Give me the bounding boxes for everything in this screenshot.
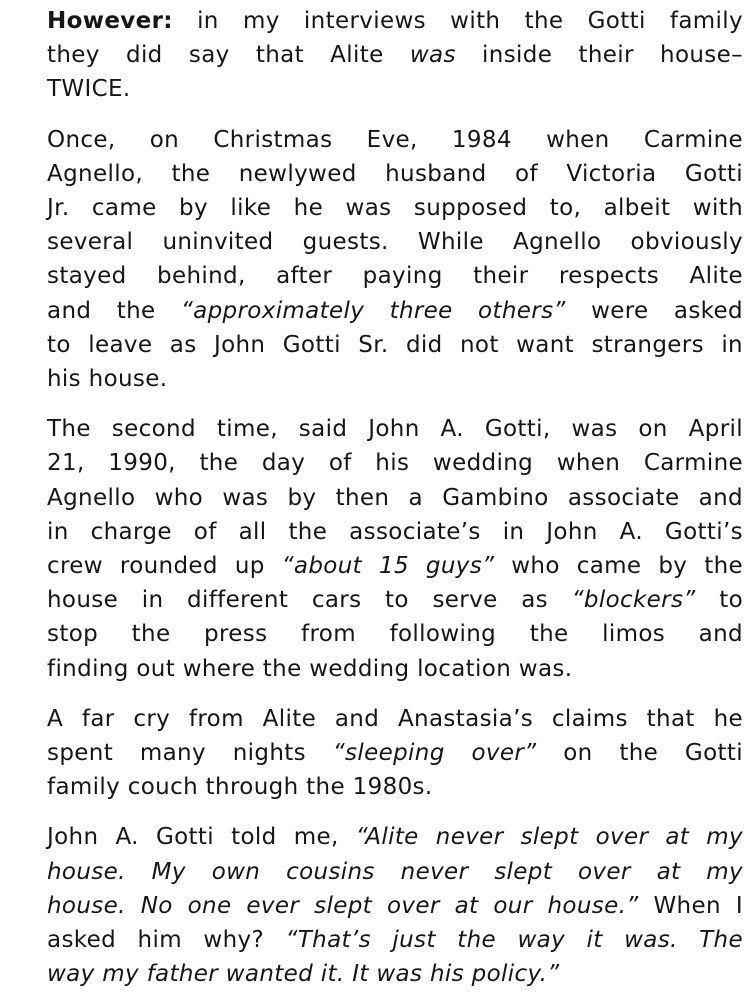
text-line bbox=[47, 328, 743, 362]
text-line bbox=[47, 957, 743, 991]
text-line bbox=[47, 515, 743, 549]
text-line bbox=[47, 412, 743, 446]
paragraph bbox=[47, 820, 743, 991]
text-segment: The second time, said John A. Gotti, was on April bbox=[47, 416, 743, 443]
text-line bbox=[47, 652, 743, 686]
text-segment: finding out where the wedding location was. bbox=[47, 655, 573, 682]
text-segment: and the bbox=[47, 297, 181, 324]
text-segment: to leave as John Gotti Sr. did not want strangers in bbox=[47, 331, 743, 358]
text-segment: asked him why? bbox=[47, 927, 286, 954]
text-line bbox=[47, 225, 743, 259]
text-segment: TWICE. bbox=[47, 76, 131, 103]
text-line bbox=[47, 294, 743, 328]
document-page bbox=[47, 4, 743, 1007]
paragraph bbox=[47, 123, 743, 397]
text-segment: in charge of all the associate’s in John A. Gotti’s bbox=[47, 518, 743, 545]
italic-text: “That’s just the way it was. The bbox=[285, 927, 743, 954]
text-segment: spent many nights bbox=[47, 740, 333, 767]
text-segment: stop the press from following the limos and bbox=[47, 621, 743, 648]
italic-text: “approximately three others” bbox=[180, 297, 566, 324]
text-segment: John A. Gotti told me, bbox=[47, 824, 356, 851]
text-line bbox=[47, 4, 743, 38]
text-line bbox=[47, 38, 743, 72]
text-line bbox=[47, 259, 743, 293]
text-segment: 21, 1990, the day of his wedding when Carmine bbox=[47, 450, 743, 477]
italic-text: “sleeping over” bbox=[332, 740, 537, 767]
text-line bbox=[47, 770, 743, 804]
text-segment: inside their house– bbox=[455, 42, 743, 69]
italic-text: was bbox=[409, 42, 456, 69]
text-segment: stayed behind, after paying their respects Alite bbox=[47, 263, 743, 290]
text-line bbox=[47, 617, 743, 651]
text-line bbox=[47, 72, 743, 106]
bold-text: However: bbox=[47, 8, 173, 34]
text-segment: family couch through the 1980s. bbox=[47, 774, 433, 801]
text-segment: several uninvited guests. While Agnello obviously bbox=[47, 229, 743, 256]
text-segment: in my interviews with the Gotti family bbox=[172, 8, 743, 34]
text-line bbox=[47, 889, 743, 923]
paragraph bbox=[47, 4, 743, 107]
text-segment: A far cry from Alite and Anastasia’s claims that he bbox=[47, 705, 743, 732]
text-line bbox=[47, 362, 743, 396]
italic-text: “blockers” bbox=[571, 587, 696, 614]
text-segment: to bbox=[695, 587, 743, 614]
text-segment: Agnello, the newlywed husband of Victoria Gotti bbox=[47, 160, 743, 187]
text-segment: on the Gotti bbox=[536, 740, 743, 767]
text-line bbox=[47, 549, 743, 583]
text-line bbox=[47, 702, 743, 736]
text-line bbox=[47, 446, 743, 480]
text-line bbox=[47, 583, 743, 617]
text-line bbox=[47, 123, 743, 157]
italic-text: way my father wanted it. It was his policy.” bbox=[47, 961, 560, 988]
text-line bbox=[47, 855, 743, 889]
text-line bbox=[47, 191, 743, 225]
text-segment: When I bbox=[638, 892, 743, 919]
italic-text: “about 15 guys” bbox=[281, 553, 495, 580]
italic-text: house. No one ever slept over at our house.” bbox=[47, 892, 639, 919]
text-segment: who came by the bbox=[494, 553, 743, 580]
text-line bbox=[47, 820, 743, 854]
text-segment: Once, on Christmas Eve, 1984 when Carmine bbox=[47, 126, 743, 153]
text-line bbox=[47, 736, 743, 770]
text-segment: crew rounded up bbox=[47, 553, 282, 580]
italic-text: house. My own cousins never slept over at my bbox=[47, 858, 743, 885]
text-segment: they did say that Alite bbox=[47, 42, 410, 69]
text-line bbox=[47, 481, 743, 515]
italic-text: “Alite never slept over at my bbox=[355, 824, 743, 851]
text-segment: house in different cars to serve as bbox=[47, 587, 572, 614]
text-line bbox=[47, 923, 743, 957]
text-segment: Agnello who was by then a Gambino associate and bbox=[47, 484, 743, 511]
text-segment: his house. bbox=[47, 366, 168, 393]
paragraph bbox=[47, 702, 743, 805]
text-segment: were asked bbox=[565, 297, 743, 324]
text-line bbox=[47, 157, 743, 191]
text-segment: Jr. came by like he was supposed to, albeit with bbox=[47, 195, 743, 222]
paragraph bbox=[47, 412, 743, 686]
